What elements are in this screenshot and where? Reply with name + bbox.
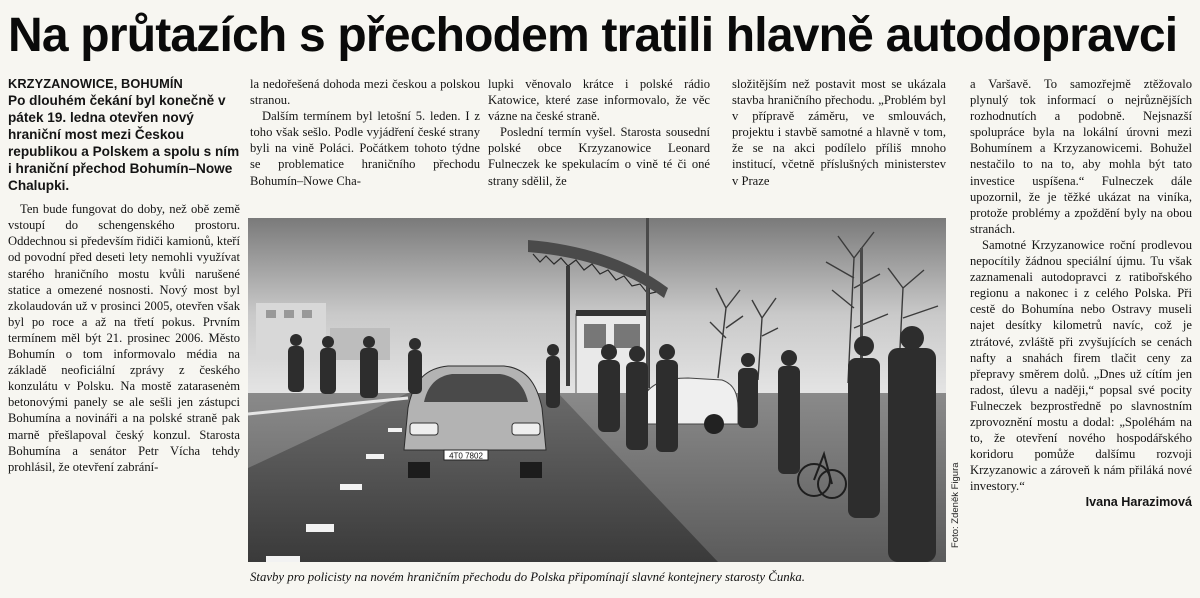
body-paragraph: Poslední termín vyšel. Starosta sousední polské obce Krzyzanowice Leonard Fulneczek ke spekulacím o vině té či oné strany sdělil, že xyxy=(488,125,710,188)
column-3 xyxy=(488,76,710,216)
border-crossing-photo xyxy=(248,218,946,562)
column-1 xyxy=(8,76,240,576)
body-paragraph: Ten bude fungovat do doby, než obě země vstoupí do schengenského prostoru. Oddechnou si především řidiči kamionů, kteří od povodní před deseti lety nemohli využívat starého hraničního mostu kvůli narušené statice a omezené nosnosti. Nový most byl zkolaudován už v prosinci 2005, otevřen však byl po roce a až na třetí pokus. Prvním termínem měl být 21. prosinec 2006. Město Bohumín o tom informovalo média na základě neoficiální zprávy z českého konzulátu v Polsku. Na mostě zatarasenėm betonovými panely se ale sešli jen zástupci Bohumína a novináři a na polské straně pak marně přešlapoval český konzul. Starosta Bohumína a senátor Petr Vícha tehdy prohlásil, že otevření zabrání- xyxy=(8,202,240,474)
body-paragraph: Dalším termínem byl letošní 5. leden. I z toho však sešlo. Podle vyjádření české strany byli na vině Poláci. Počátkem tohoto týdne se problematice hraničního přechodu Bohumín–Nowe Cha- xyxy=(250,109,480,188)
photo-caption: Stavby pro policisty na novém hraničním přechodu do Polska připomínají slavné kontejnery starosty Čunka. xyxy=(250,570,805,584)
lead-paragraph: Po dlouhém čekání byl konečně v pátek 19. ledna otevřen nový hraniční most mezi Českou republikou a Polskem a spolu s ním i hraniční přechod Bohumín–Nowe Chalupki. xyxy=(8,93,240,194)
column-2 xyxy=(250,76,480,216)
body-paragraph: Samotné Krzyzanowice roční prodlevou nepocítily žádnou speciální újmu. Tu však zaznamenali autodopravci z ratibořského regionu a nakonec i z celého Polska. Při cestě do Bohumína nebo Ostravy museli najet desítky kilometrů navíc, což je ztrátové, zvláště při zvyšujících se cenách nafty a snahách firem tlačit ceny za přepravy směrem dolů. „Dnes už cítím jen radost, úlevu a naději,“ popsal své pocity Fulneczek bezprostředně po slavnostním zprovoznění mostu a dodal: „Spoléhám na to, že otevření nového hospodářského koridoru pomůže dalšímu rozvoji Krzyzanowic a zároveň k nám přiláká nové investory.“ xyxy=(970,237,1192,494)
body-paragraph: la nedořešená dohoda mezi českou a polskou stranou. xyxy=(250,77,480,108)
dateline: KRZYZANOWICE, BOHUMÍN xyxy=(8,76,183,91)
column-4 xyxy=(732,76,946,216)
light-pole xyxy=(646,218,649,388)
body-paragraph: a Varšavě. To samozřejmě ztěžovalo plynulý tok informací o nejrůznějších rozhodnutích a podobně. Nejsnazší spolupráce byla na lokální úrovni mezi Bohumínem a Krzyzanowicemi. Bohužel nestačilo to na to, aby mohla být tato investice uspíšena.“ Fulneczek dále upozornil, že je těžké ukázat na viníka, protože problémy a zpoždění byly na obou stranách. xyxy=(970,77,1192,236)
photo-illustration xyxy=(248,218,946,562)
column-5 xyxy=(970,76,1192,594)
body-paragraph: lupki věnovalo krátce i polské rádio Katowice, které zase informovalo, že věc vázne na české straně. xyxy=(488,77,710,124)
body-paragraph: složitějším než postavit most se ukázala stavba hraničního přechodu. „Problém byl v přípravě záměru, ve smlouvách, projektu i stavbě samotné a hlavně v tom, že se na akci podílelo příliš mnoho institucí, včetně příslušných ministerstev v Praze xyxy=(732,77,946,188)
headline: Na průtazích s přechodem tratili hlavně autodopravci xyxy=(8,9,1178,62)
author: Ivana Harazimová xyxy=(1085,495,1192,510)
photo-credit: Foto: Zdeněk Figura xyxy=(950,462,961,548)
license-plate: 4T0 7802 xyxy=(449,451,483,461)
